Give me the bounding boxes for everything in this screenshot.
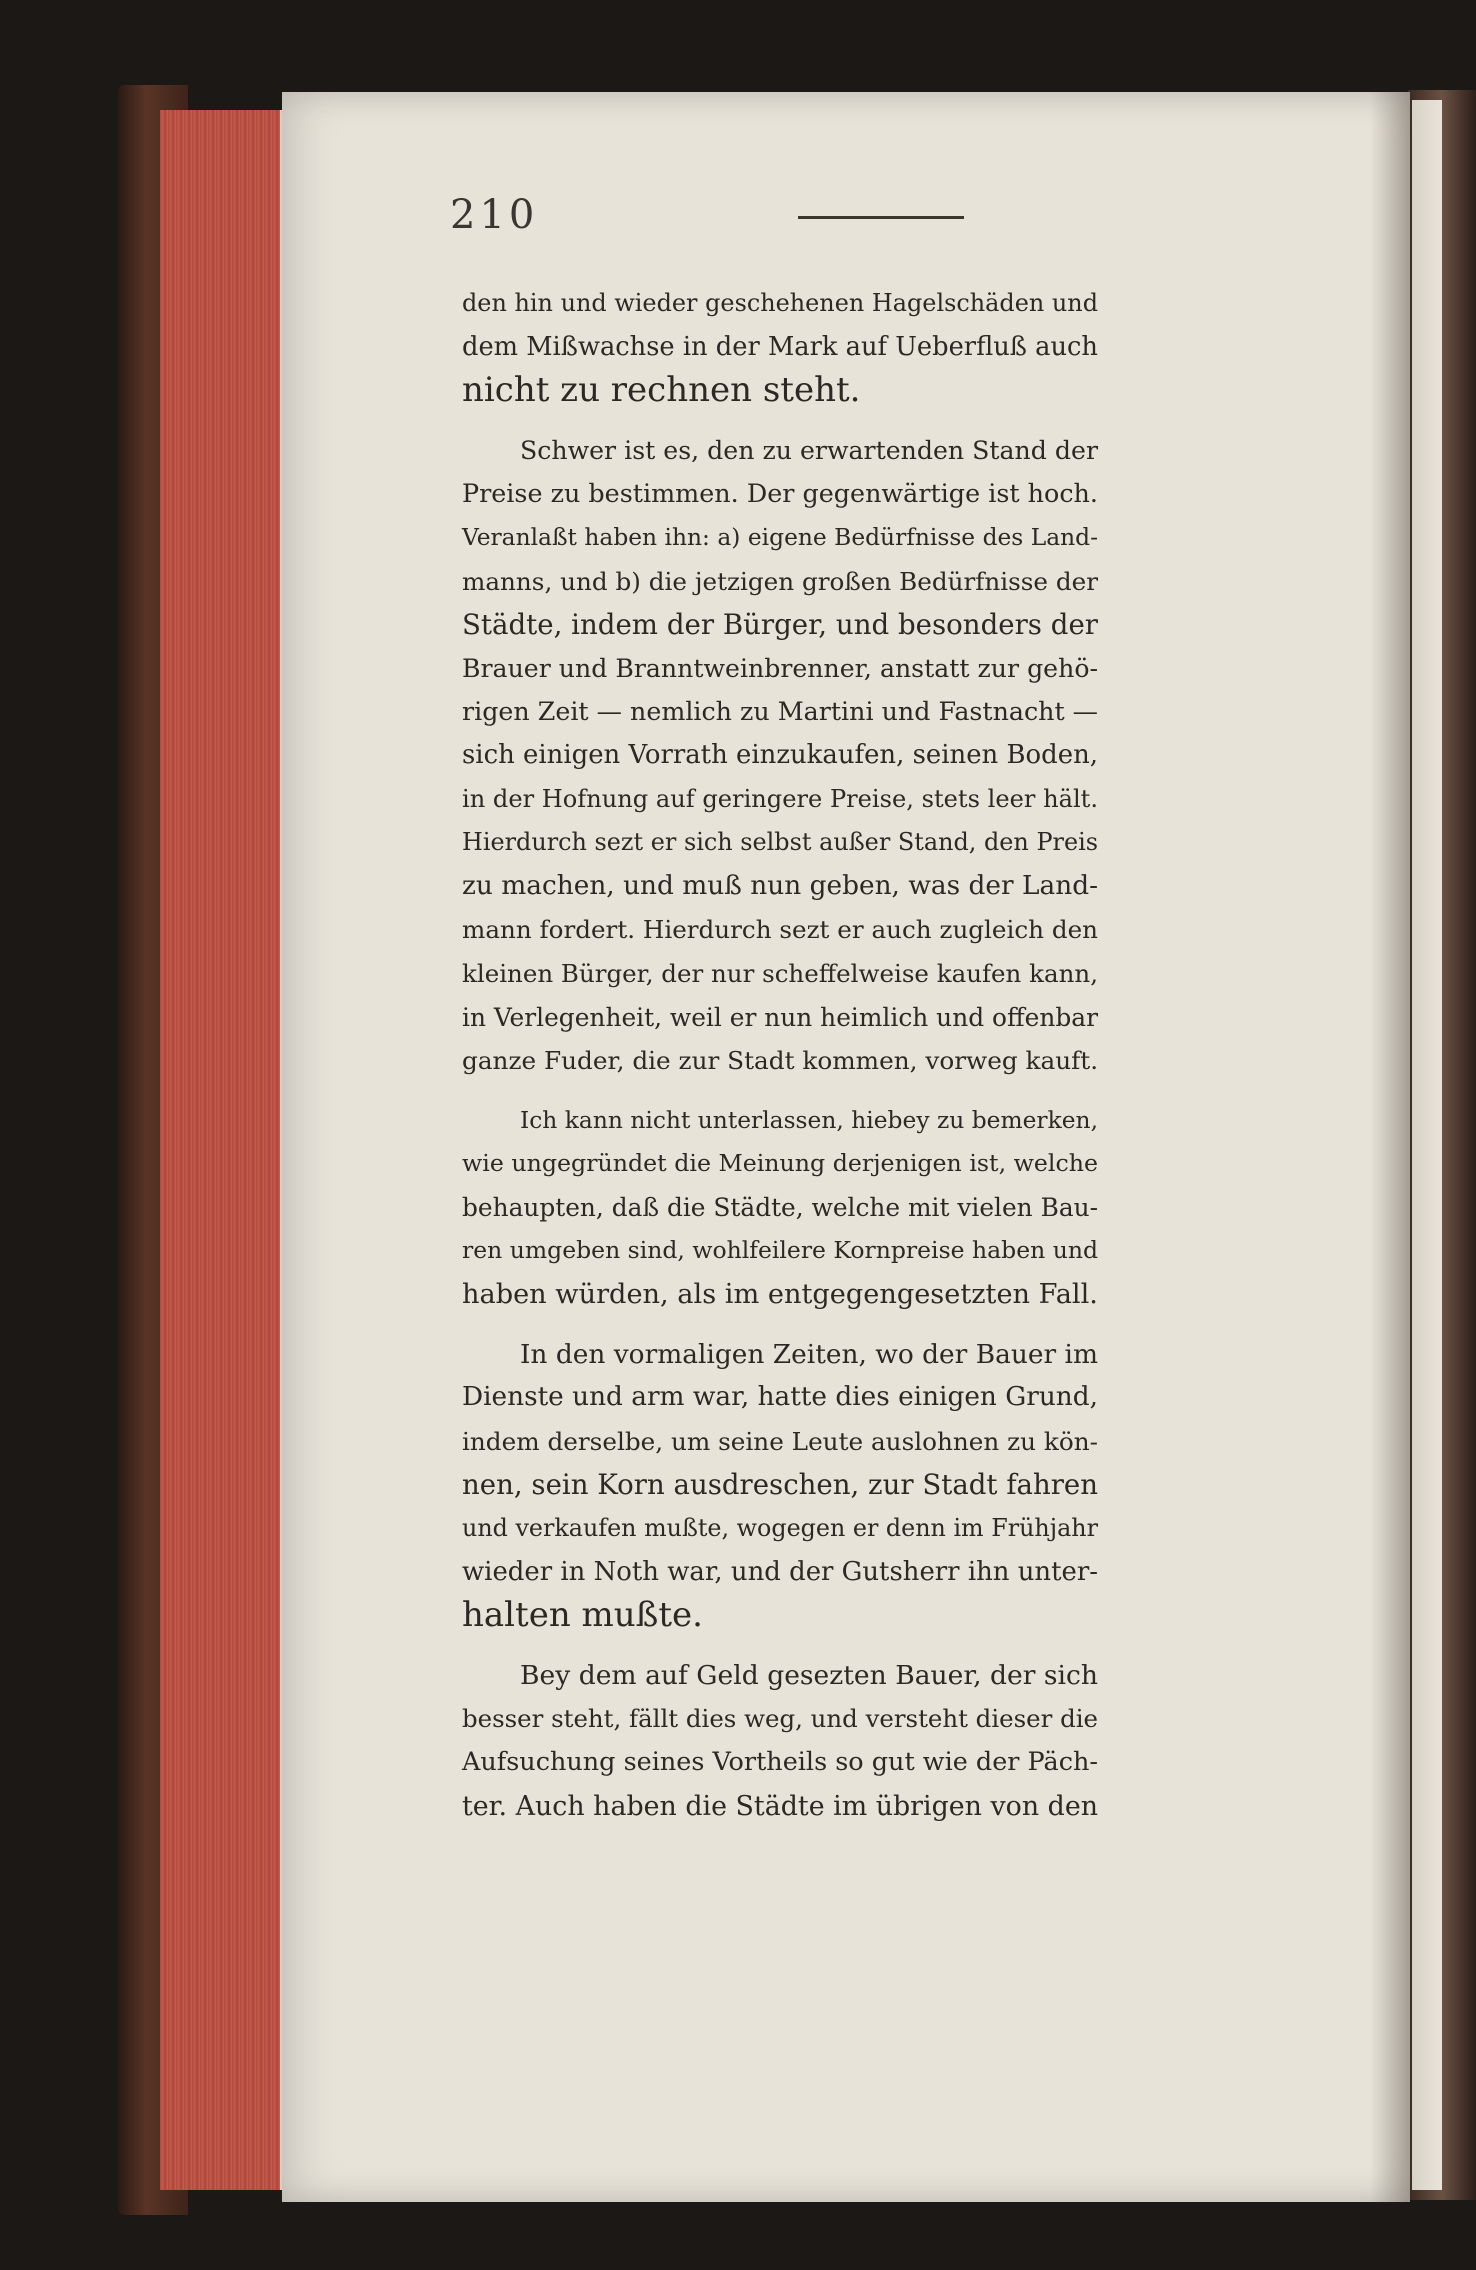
text-line: rigen Zeit — nemlich zu Martini und Fastnacht — — [462, 696, 1098, 727]
page-edges — [160, 110, 282, 2190]
header-rule — [798, 216, 964, 219]
text-line: Dienste und arm war, hatte dies einigen Grund, — [462, 1382, 1098, 1413]
text-line: kleinen Bürger, der nur scheffelweise kaufen kann, — [462, 958, 1098, 988]
text-line: nicht zu rechnen steht. — [462, 370, 861, 411]
text-line: in der Hofnung auf geringere Preise, stets leer hält. — [462, 784, 1098, 813]
text-line: dem Mißwachse in der Mark auf Ueberfluß auch — [462, 331, 1098, 362]
text-line: den hin und wieder geschehenen Hagelschäden und — [462, 289, 1098, 317]
book-page — [282, 92, 1410, 2202]
text-line: indem derselbe, um seine Leute auslohnen zu kön- — [462, 1426, 1098, 1456]
text-line: Ich kann nicht unterlassen, hiebey zu bemerken, — [520, 1105, 1098, 1134]
text-line: Hierdurch sezt er sich selbst außer Stand, den Preis — [462, 828, 1098, 857]
text-line: nen, sein Korn ausdreschen, zur Stadt fahren — [462, 1468, 1098, 1502]
text-line: und verkaufen mußte, wogegen er denn im Frühjahr — [462, 1514, 1098, 1543]
text-line: Aufsuchung seines Vortheils so gut wie der Päch- — [462, 1747, 1098, 1777]
text-line: besser steht, fällt dies weg, und versteht dieser die — [462, 1704, 1098, 1734]
page-gutter-shadow — [1370, 92, 1410, 2202]
text-line: Preise zu bestimmen. Der gegenwärtige ist hoch. — [462, 478, 1098, 509]
text-line: Veranlaßt haben ihn: a) eigene Bedürfnisse des Land- — [462, 522, 1098, 551]
facing-page-edge — [1412, 100, 1442, 2190]
text-line: In den vormaligen Zeiten, wo der Bauer im — [520, 1338, 1098, 1370]
text-line: behaupten, daß die Städte, welche mit vielen Bau- — [462, 1192, 1098, 1222]
text-line: haben würden, als im entgegengesetzten Fall. — [462, 1279, 1098, 1311]
text-line: halten mußte. — [462, 1595, 703, 1636]
text-line: wie ungegründet die Meinung derjenigen ist, welche — [462, 1149, 1098, 1178]
text-line: Schwer ist es, den zu erwartenden Stand der — [520, 435, 1098, 465]
page-number: 210 — [450, 192, 539, 238]
text-line: wieder in Noth war, und der Gutsherr ihn unter- — [462, 1556, 1098, 1587]
text-line: zu machen, und muß nun geben, was der Land- — [462, 870, 1098, 901]
text-line: in Verlegenheit, weil er nun heimlich und offenbar — [462, 1002, 1098, 1032]
text-line: ren umgeben sind, wohlfeilere Kornpreise haben und — [462, 1236, 1099, 1265]
text-line: mann fordert. Hierdurch sezt er auch zugleich den — [462, 915, 1098, 945]
text-line: ter. Auch haben die Städte im übrigen von den — [462, 1790, 1098, 1822]
text-line: sich einigen Vorrath einzukaufen, seinen Boden, — [462, 739, 1098, 770]
body-text — [462, 282, 1098, 1828]
text-line: ganze Fuder, die zur Stadt kommen, vorweg kauft. — [462, 1046, 1099, 1076]
text-line: Städte, indem der Bürger, und besonders der — [462, 608, 1098, 642]
text-line: Brauer und Branntweinbrenner, anstatt zur gehö- — [462, 653, 1098, 683]
text-line: manns, und b) die jetzigen großen Bedürfnisse der — [462, 566, 1098, 596]
text-line: Bey dem auf Geld gesezten Bauer, der sich — [520, 1659, 1098, 1691]
